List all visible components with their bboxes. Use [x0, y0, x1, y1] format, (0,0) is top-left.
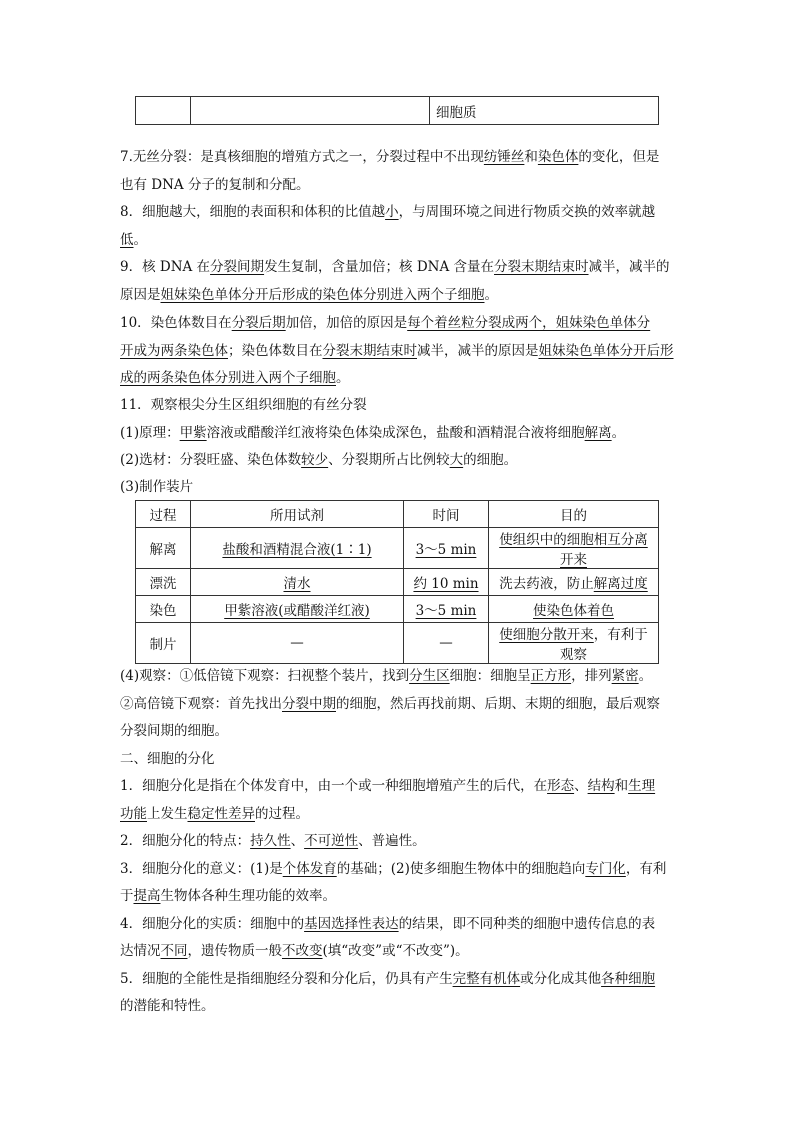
cell-time: 约 10 min	[404, 569, 489, 596]
item-11-principle: (1)原理：甲紫溶液或醋酸洋红液将染色体染成深色，盐酸和酒精混合液将细胞解离。	[120, 425, 626, 441]
cell-step: 制片	[136, 623, 191, 664]
cell-reagent: 清水	[191, 569, 404, 596]
s2-item-3: 3．细胞分化的意义：(1)是个体发育的基础；(2)使多细胞生物体中的细胞趋向专门化，有利	[120, 861, 667, 877]
s2-item-5-line2: 的潜能和特性。	[120, 998, 215, 1014]
table-row	[136, 596, 659, 623]
cell-reagent: 盐酸和酒精混合液(1∶1)	[191, 528, 404, 569]
cell-purpose: 使组织中的细胞相互分离开来	[489, 528, 659, 569]
cell-purpose: 使染色体着色	[489, 596, 659, 623]
cell-reagent: 甲紫溶液(或醋酸洋红液)	[191, 596, 404, 623]
section-heading: 二、细胞的分化	[120, 751, 215, 767]
item-10-line2: 开成为两条染色体；染色体数目在分裂末期结束时减半，减半的原因是姐妹染色单体分开后形	[120, 343, 674, 359]
cell-purpose: 洗去药液，防止解离过度	[489, 569, 659, 596]
header-time: 时间	[404, 501, 489, 528]
item-9: 9．核 DNA 在分裂间期发生复制，含量加倍；核 DNA 含量在分裂末期结束时减半，减半的	[120, 259, 670, 275]
item-10-line3: 成的两条染色体分别进入两个子细胞。	[120, 370, 350, 386]
observe-high: ②高倍镜下观察：首先找出分裂中期的细胞，然后再找前期、后期、末期的细胞，最后观察	[120, 696, 660, 712]
item-10: 10．染色体数目在分裂后期加倍，加倍的原因是每个着丝粒分裂成两个，姐妹染色单体分	[120, 315, 651, 331]
item-7: 7.无丝分裂：是真核细胞的增殖方式之一，分裂过程中不出现纺锤丝和染色体的变化，但是	[120, 149, 660, 165]
cell-time: 3～5 min	[404, 596, 489, 623]
cell-step: 解离	[136, 528, 191, 569]
item-11-material: (2)选材：分裂旺盛、染色体数较少、分裂期所占比例较大的细胞。	[120, 452, 518, 468]
prep-table	[135, 500, 659, 664]
table-row	[136, 623, 659, 664]
header-reagent: 所用试剂	[191, 501, 404, 528]
header-step: 过程	[136, 501, 191, 528]
table-cell	[191, 97, 430, 125]
s2-item-4: 4．细胞分化的实质：细胞中的基因选择性表达的结果，即不同种类的细胞中遗传信息的表	[120, 916, 656, 932]
item-8-line2: 低。	[120, 232, 147, 248]
observe-low: (4)观察：①低倍镜下观察：扫视整个装片，找到分生区细胞：细胞呈正方形，排列紧密。	[120, 668, 653, 684]
s2-item-1-line2: 功能上发生稳定性差异的过程。	[120, 806, 309, 822]
table-cell	[136, 97, 191, 125]
cell-time: 3～5 min	[404, 528, 489, 569]
observe-high-line2: 分裂间期的细胞。	[120, 723, 228, 739]
item-11-prep: (3)制作装片	[120, 479, 194, 495]
s2-item-1: 1．细胞分化是指在个体发育中，由一个或一种细胞增殖产生的后代，在形态、结构和生理	[120, 778, 656, 794]
cell-reagent: —	[191, 623, 404, 664]
table-row	[136, 569, 659, 596]
item-11: 11．观察根尖分生区组织细胞的有丝分裂	[120, 397, 367, 413]
s2-item-2: 2．细胞分化的特点：持久性、不可逆性、普遍性。	[120, 833, 426, 849]
cell-time: —	[404, 623, 489, 664]
table-cell: 细胞质	[430, 97, 659, 125]
item-7-line2: 也有 DNA 分子的复制和分配。	[120, 177, 310, 193]
table-header-row	[136, 501, 659, 528]
s2-item-4-line2: 达情况不同，遗传物质一般不改变(填“改变”或“不改变”)。	[120, 943, 469, 959]
continued-table	[135, 96, 659, 125]
cell-step: 漂洗	[136, 569, 191, 596]
cell-step: 染色	[136, 596, 191, 623]
s2-item-5: 5．细胞的全能性是指细胞经分裂和分化后，仍具有产生完整有机体或分化成其他各种细胞	[120, 971, 656, 987]
table-row	[136, 528, 659, 569]
table-row	[136, 97, 659, 125]
item-9-line2: 原因是姐妹染色单体分开后形成的染色体分别进入两个子细胞。	[120, 287, 498, 303]
cell-purpose: 使细胞分散开来，有利于观察	[489, 623, 659, 664]
header-purpose: 目的	[489, 501, 659, 528]
item-8: 8．细胞越大，细胞的表面积和体积的比值越小，与周围环境之间进行物质交换的效率就越	[120, 204, 656, 220]
s2-item-3-line2: 于提高生物体各种生理功能的效率。	[120, 888, 336, 904]
